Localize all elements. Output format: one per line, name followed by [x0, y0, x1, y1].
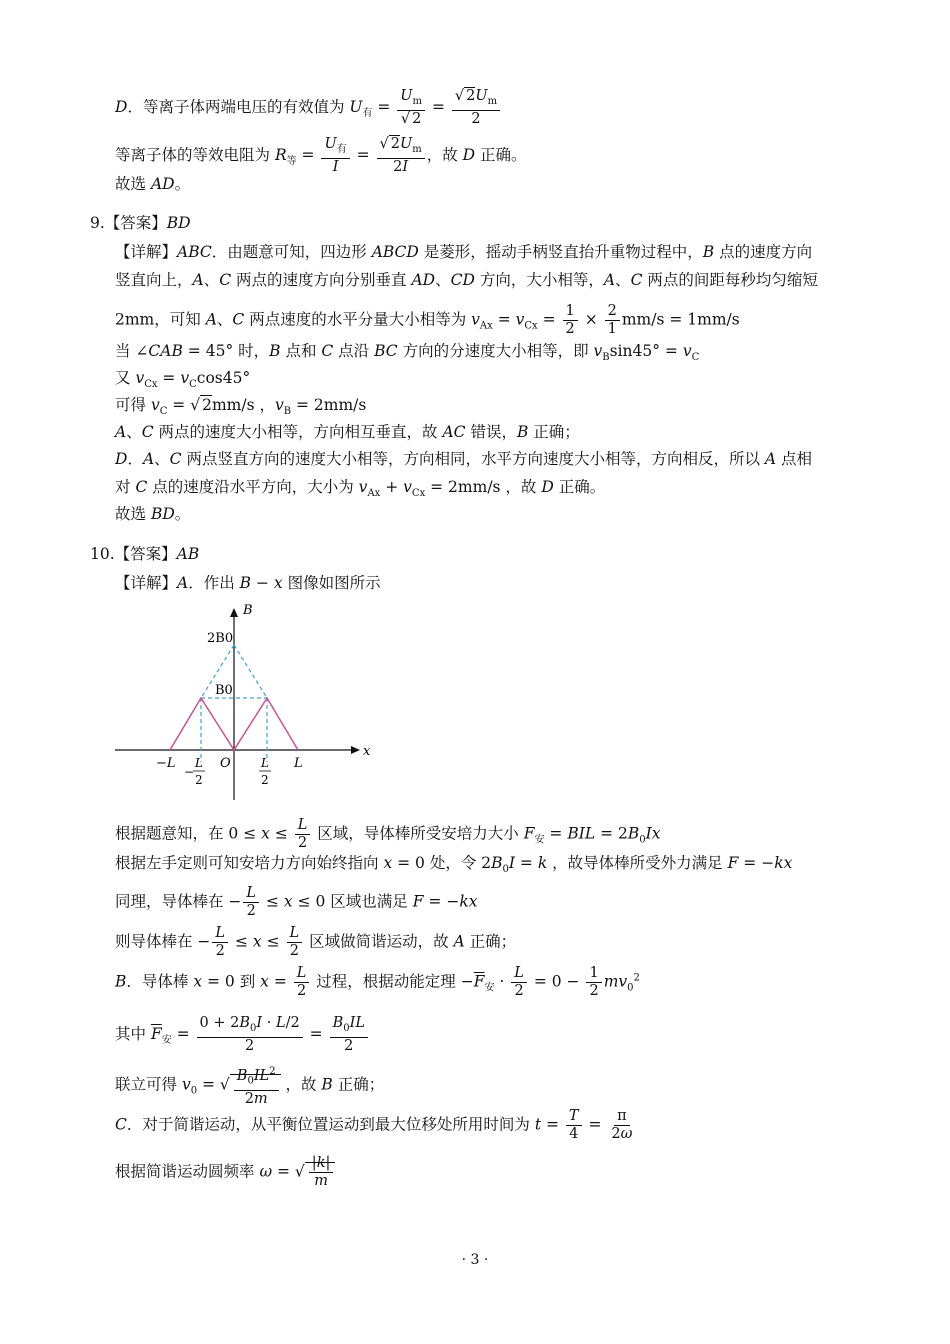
line-q10-detail-6: B．导体棒 x = 0 到 x = $\frac{L}{2}$ 过程，根据动能定理 $-\overline{F}_安$ · $\frac{L}{2}$ = 0 − $\frac{1}{2}$ $mv_0^2$	[115, 965, 640, 999]
line-q10-detail-7: 其中 $\overline{F}_安$ = $\frac{0 + 2B_0I \cdot L/2}{2}$ = $\frac{B_0IL}{2}$	[115, 1015, 370, 1055]
x-axis-label: x	[363, 744, 371, 759]
line-d-effective-voltage: D．等离子体两端电压的有效值为 $U_有$ = $\frac{U_m}{√ 2}$ = $\frac{√ 2U_m}{2}$	[115, 88, 502, 128]
line-q9-detail-6: 可得 $v_C$ = √ 2mm/s ，$v_B = 2mm/s$	[115, 396, 367, 418]
line-choose-ad: 故选 AD。	[115, 175, 191, 193]
y-axis-arrow	[230, 608, 238, 617]
line-q10-detail-4: 同理，导体棒在 − $\frac{L}{2}$ ≤ x ≤ 0 区域也满足 F = −kx	[115, 885, 478, 919]
svg-text:2: 2	[261, 773, 269, 787]
q9-answer: 9.【答案】BD	[90, 214, 191, 232]
line-q9-detail-8: D．A、C 两点竖直方向的速度大小相等，方向相同，水平方向速度大小相等，方向相反，所以 A 点相	[115, 450, 813, 468]
line-q9-detail-9: 对 C 点的速度沿水平方向，大小为 $v_{Ax} + v_{Cx} = 2mm/s$ ，故 D 正确。	[115, 478, 606, 500]
line-q10-detail-10: 根据简谐运动圆频率 ω = √ $\frac{|k|}{m}$	[115, 1155, 335, 1190]
label-neg-l: −L	[156, 756, 176, 771]
dashed-right-slope	[234, 645, 267, 698]
page-number: · 3 ·	[461, 1252, 489, 1268]
line-q9-detail-7: A、C 两点的速度大小相等，方向相互垂直，故 AC 错误，B 正确；	[115, 423, 580, 441]
line-q9-detail-2: 竖直向上，A、C 两点的速度方向分别垂直 AD、CD 方向，大小相等，A、C 两点的间距每秒均匀缩短	[115, 271, 818, 289]
line-q10-detail-8: 联立可得 $v_0$ = √ $\frac{B_0IL^2}{2m}$ ，故 B 正确；	[115, 1063, 384, 1108]
line-choose-bd: 故选 BD。	[115, 505, 191, 523]
line-q10-detail-5: 则导体棒在 − $\frac{L}{2}$ ≤ x ≤ $\frac{L}{2}$ 区域做简谐运动，故 A 正确；	[115, 925, 517, 959]
y-axis-label: B	[243, 603, 253, 618]
label-2b0: 2B0	[207, 631, 234, 646]
label-l: L	[294, 756, 303, 771]
line-q10-detail-1: 【详解】A．作出 B − x 图像如图所示	[115, 574, 381, 592]
svg-text:2: 2	[195, 773, 203, 787]
line-q10-detail-2: 根据题意知，在 0 ≤ x ≤ $\frac{L}{2}$ 区域，导体棒所受安培力大小 $F_安$ = BIL = $2B_0Ix$	[115, 817, 661, 851]
line-equivalent-resistance: 等离子体的等效电阻为 $R_等$ = $\frac{U_有}{I}$ = $\frac{√ 2U_m}{2I}$ ，故 D 正确。	[115, 136, 527, 175]
svg-text:L: L	[195, 756, 203, 770]
line-q9-detail-4: 当 ∠CAB = 45° 时，B 点和 C 点沿 BC 方向的分速度大小相等，即 $v_B\sin 45^\circ = v_C$	[115, 342, 700, 364]
label-origin: O	[220, 756, 231, 771]
x-axis-arrow	[351, 746, 360, 754]
line-q9-detail-3: 2mm，可知 A、C 两点速度的水平分量大小相等为 $v_{Ax} = v_{Cx}$ = $\frac{1}{2}$ × $\frac{2}{1}$ mm/s = 1mm/s	[115, 303, 740, 337]
line-q10-detail-3: 根据左手定则可知安培力方向始终指向 x = 0 处，令 $2B_0I = k$ ，故导体棒所受外力满足 F = −kx	[115, 854, 793, 876]
line-q9-detail-1: 【详解】ABC．由题意可知，四边形 ABCD 是菱形，摇动手柄竖直抬升重物过程中，B 点的速度方向	[115, 243, 813, 261]
b-x-graph	[110, 600, 390, 805]
svg-text:−: −	[184, 765, 195, 779]
label-b0: B0	[215, 683, 233, 698]
line-q10-detail-9: C．对于简谐运动，从平衡位置运动到最大位移处所用时间为 t = $\frac{T}{4}$ = $\frac{\pi}{2\omega}$	[115, 1108, 633, 1142]
label-l-over-2	[110, 600, 271, 787]
line-q9-detail-5: 又 $v_{Cx} = v_C\cos 45^\circ$	[115, 369, 251, 391]
q10-answer: 10.【答案】AB	[90, 545, 200, 563]
svg-text:L: L	[261, 756, 269, 770]
